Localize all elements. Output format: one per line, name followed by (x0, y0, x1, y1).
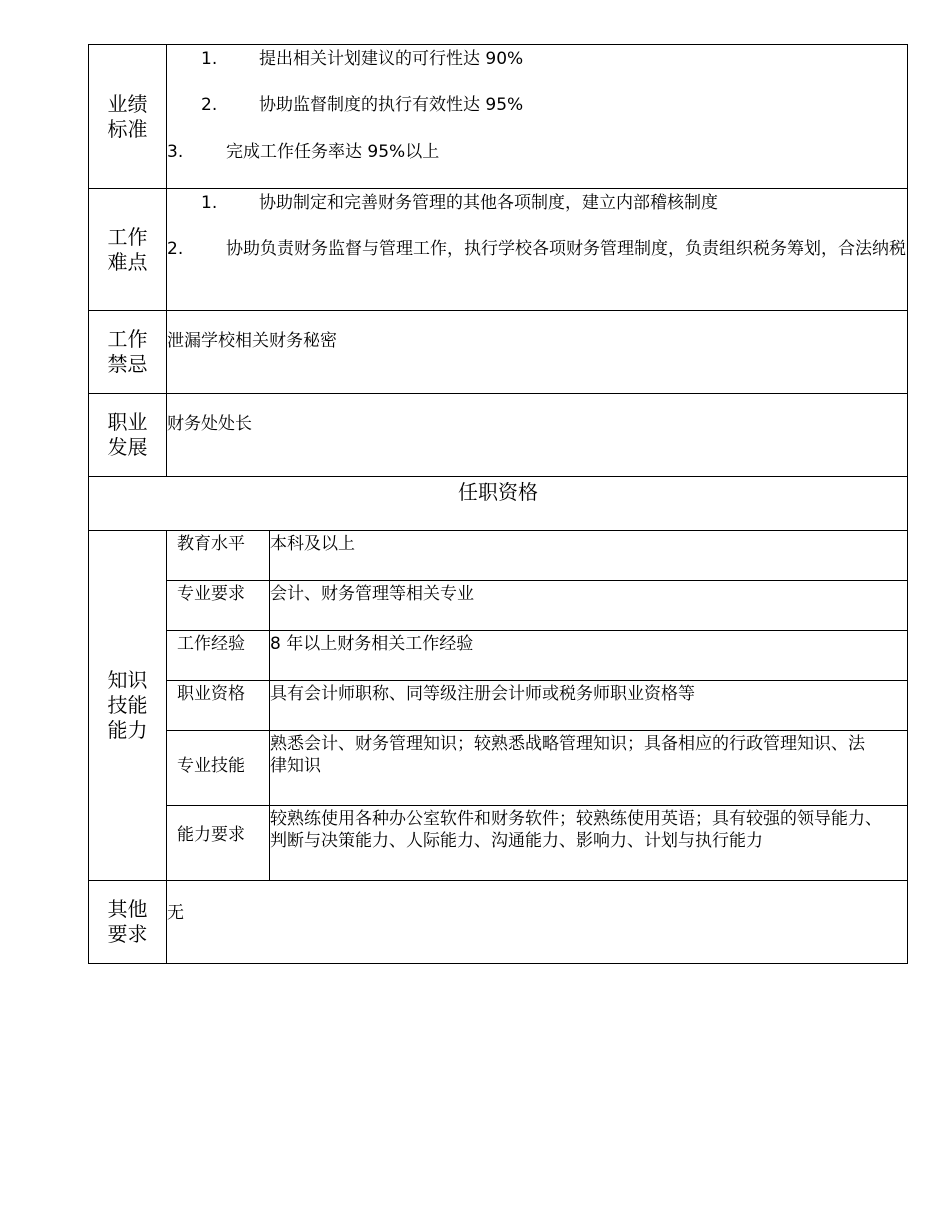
knowledge-row-2 (89, 581, 908, 631)
qualification-title-row (89, 477, 908, 531)
difficulty-label: 工作 难点 (89, 189, 167, 311)
knowledge-name-5: 专业技能 (167, 731, 270, 806)
knowledge-value-3: 8 年以上财务相关工作经验 (270, 631, 908, 681)
prohibition-text: 泄漏学校相关财务秘密 (167, 311, 908, 394)
prohibition-label: 工作 禁忌 (89, 311, 167, 394)
prohibition-row (89, 311, 908, 394)
other-text: 无 (167, 881, 908, 964)
career-label: 职业 发展 (89, 394, 167, 477)
difficulty-row (89, 189, 908, 311)
knowledge-name-4: 职业资格 (167, 681, 270, 731)
knowledge-label: 知识 技能 能力 (89, 531, 167, 881)
other-label: 其他 要求 (89, 881, 167, 964)
knowledge-name-3: 工作经验 (167, 631, 270, 681)
performance-item-3: 3. 完成工作任务率达 95%以上 (167, 142, 440, 162)
knowledge-name-2: 专业要求 (167, 581, 270, 631)
performance-label: 业绩 标准 (89, 45, 167, 189)
qualification-title: 任职资格 (89, 477, 908, 531)
knowledge-row-6 (89, 806, 908, 881)
knowledge-value-5: 熟悉会计、财务管理知识；较熟悉战略管理知识；具备相应的行政管理知识、法律知识 (270, 731, 908, 806)
knowledge-row-4 (89, 681, 908, 731)
difficulty-item-2: 2. 协助负责财务监督与管理工作，执行学校各项财务管理制度，负责组织税务筹划，合法纳税 (167, 239, 906, 259)
knowledge-value-2: 会计、财务管理等相关专业 (270, 581, 908, 631)
knowledge-value-4: 具有会计师职称、同等级注册会计师或税务师职业资格等 (270, 681, 908, 731)
performance-row (89, 45, 908, 189)
difficulty-content (167, 189, 908, 311)
career-text: 财务处处长 (167, 394, 908, 477)
knowledge-row-5 (89, 731, 908, 806)
performance-item-2: 2. 协助监督制度的执行有效性达 95% (201, 95, 524, 115)
knowledge-row-3 (89, 631, 908, 681)
other-row (89, 881, 908, 964)
performance-item-1: 1. 提出相关计划建议的可行性达 90% (201, 49, 524, 69)
knowledge-row-1 (89, 531, 908, 581)
knowledge-name-1: 教育水平 (167, 531, 270, 581)
job-description-table (88, 44, 908, 964)
performance-content (167, 45, 908, 189)
knowledge-value-6: 较熟练使用各种办公室软件和财务软件；较熟练使用英语；具有较强的领导能力、判断与决策能力、人际能力、沟通能力、影响力、计划与执行能力 (270, 806, 908, 881)
knowledge-name-6: 能力要求 (167, 806, 270, 881)
knowledge-value-1: 本科及以上 (270, 531, 908, 581)
career-row (89, 394, 908, 477)
difficulty-item-1: 1. 协助制定和完善财务管理的其他各项制度，建立内部稽核制度 (201, 193, 718, 213)
